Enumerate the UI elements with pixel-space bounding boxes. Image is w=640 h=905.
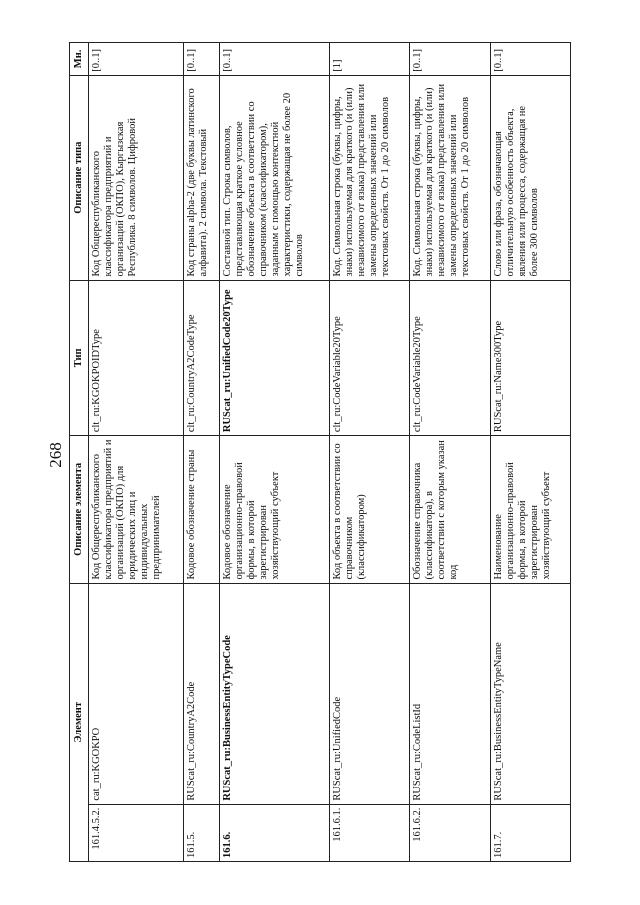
row-element-description: Наименование организационно-правовой формы, в которой зарегистрирован хозяйствующий субъект bbox=[490, 436, 570, 583]
row-multiplicity: [0..1] bbox=[89, 43, 184, 76]
header-element-description: Описание элемента bbox=[70, 436, 89, 583]
table-row bbox=[329, 43, 409, 862]
row-multiplicity: [0..1] bbox=[184, 43, 220, 76]
row-element: RUScat_ru:BusinessEntityTypeCode bbox=[219, 583, 329, 804]
table-row bbox=[410, 43, 490, 862]
row-number: 161.7. bbox=[490, 804, 570, 861]
row-number: 161.6. bbox=[219, 804, 329, 861]
table-row bbox=[490, 43, 570, 862]
row-type: clt_ru:CodeVariable20Type bbox=[410, 280, 490, 436]
header-type-description: Описание типа bbox=[70, 75, 89, 280]
row-multiplicity: [0..1] bbox=[490, 43, 570, 76]
rotated-table-container bbox=[69, 42, 571, 862]
table-header-row bbox=[70, 43, 89, 862]
row-type: clt_ru:CountryA2CodeType bbox=[184, 280, 220, 436]
header-type: Тип bbox=[70, 280, 89, 436]
row-element: RUScat_ru:CountryA2Code bbox=[184, 583, 220, 804]
row-type: clt_ru:KGOKPOIDType bbox=[89, 280, 184, 436]
row-type: clt_ru:CodeVariable20Type bbox=[329, 280, 409, 436]
row-element: RUScat_ru:BusinessEntityTypeName bbox=[490, 583, 570, 804]
row-type: RUScat_ru:Name300Type bbox=[490, 280, 570, 436]
row-multiplicity: [0..1] bbox=[410, 43, 490, 76]
header-multiplicity: Мн. bbox=[70, 43, 89, 76]
row-number: 161.6.2. bbox=[410, 804, 490, 861]
row-element: RUScat_ru:CodeListId bbox=[410, 583, 490, 804]
table-row bbox=[89, 43, 184, 862]
row-element-description: Обозначение справочника (классификатора), в соответствии с которым указан код bbox=[410, 436, 490, 583]
row-type-description: Код страны alpha-2 (две буквы латинского алфавита). 2 символа. Текстовый bbox=[184, 75, 220, 280]
row-number: 161.5. bbox=[184, 804, 220, 861]
row-multiplicity: [0..1] bbox=[219, 43, 329, 76]
page-number: 268 bbox=[46, 442, 65, 468]
table-row bbox=[219, 43, 329, 862]
row-element: RUScat_ru:UnifiedCode bbox=[329, 583, 409, 804]
row-element-description: Код объекта в соответствии со справочником (классификатором) bbox=[329, 436, 409, 583]
row-type: RUScat_ru:UnifiedCode20Type bbox=[219, 280, 329, 436]
row-multiplicity: [1] bbox=[329, 43, 409, 76]
table-row bbox=[184, 43, 220, 862]
row-element: cat_ru:KGOKPO bbox=[89, 583, 184, 804]
row-element-description: Кодовое обозначение страны bbox=[184, 436, 220, 583]
row-type-description: Код. Символьная строка (буквы, цифры, знаки) используемая для краткого (и (или) независимого от языка) представления или замены определенных значений или текстовых свойств. От 1 до 20 символов bbox=[329, 75, 409, 280]
row-element-description: Кодовое обозначение организационно-правовой формы, в которой зарегистрирован хозяйствующий субъект bbox=[219, 436, 329, 583]
row-type-description: Код Общереспубликанского классификатора предприятий и организаций (ОКПО), Кыргызская Республика. 8 символов. Цифровой bbox=[89, 75, 184, 280]
row-number: 161.4.5.2. bbox=[89, 804, 184, 861]
row-number: 161.6.1. bbox=[329, 804, 409, 861]
row-type-description: Слово или фраза, обозначающая отличительную особенность объекта, явления или процесса, содержащая не более 300 символов bbox=[490, 75, 570, 280]
header-element: Элемент bbox=[70, 583, 89, 861]
table-body bbox=[89, 43, 571, 862]
row-type-description: Составной тип. Строка символов, представляющая краткое условное обозначение объекта в соответствии со справочником (классификатором), заданным с помощью контекстной характеристики, содержащая не более 20 символов bbox=[219, 75, 329, 280]
row-element-description: Код Общереспубликанского классификатора предприятий и организаций (ОКПО) для юридических лиц и индивидуальных предпринимателей bbox=[89, 436, 184, 583]
row-type-description: Код. Символьная строка (буквы, цифры, знаки) используемая для краткого (и (или) независимого от языка) представления или замены определенных значений или текстовых свойств. От 1 до 20 символов bbox=[410, 75, 490, 280]
elements-table bbox=[69, 42, 571, 862]
